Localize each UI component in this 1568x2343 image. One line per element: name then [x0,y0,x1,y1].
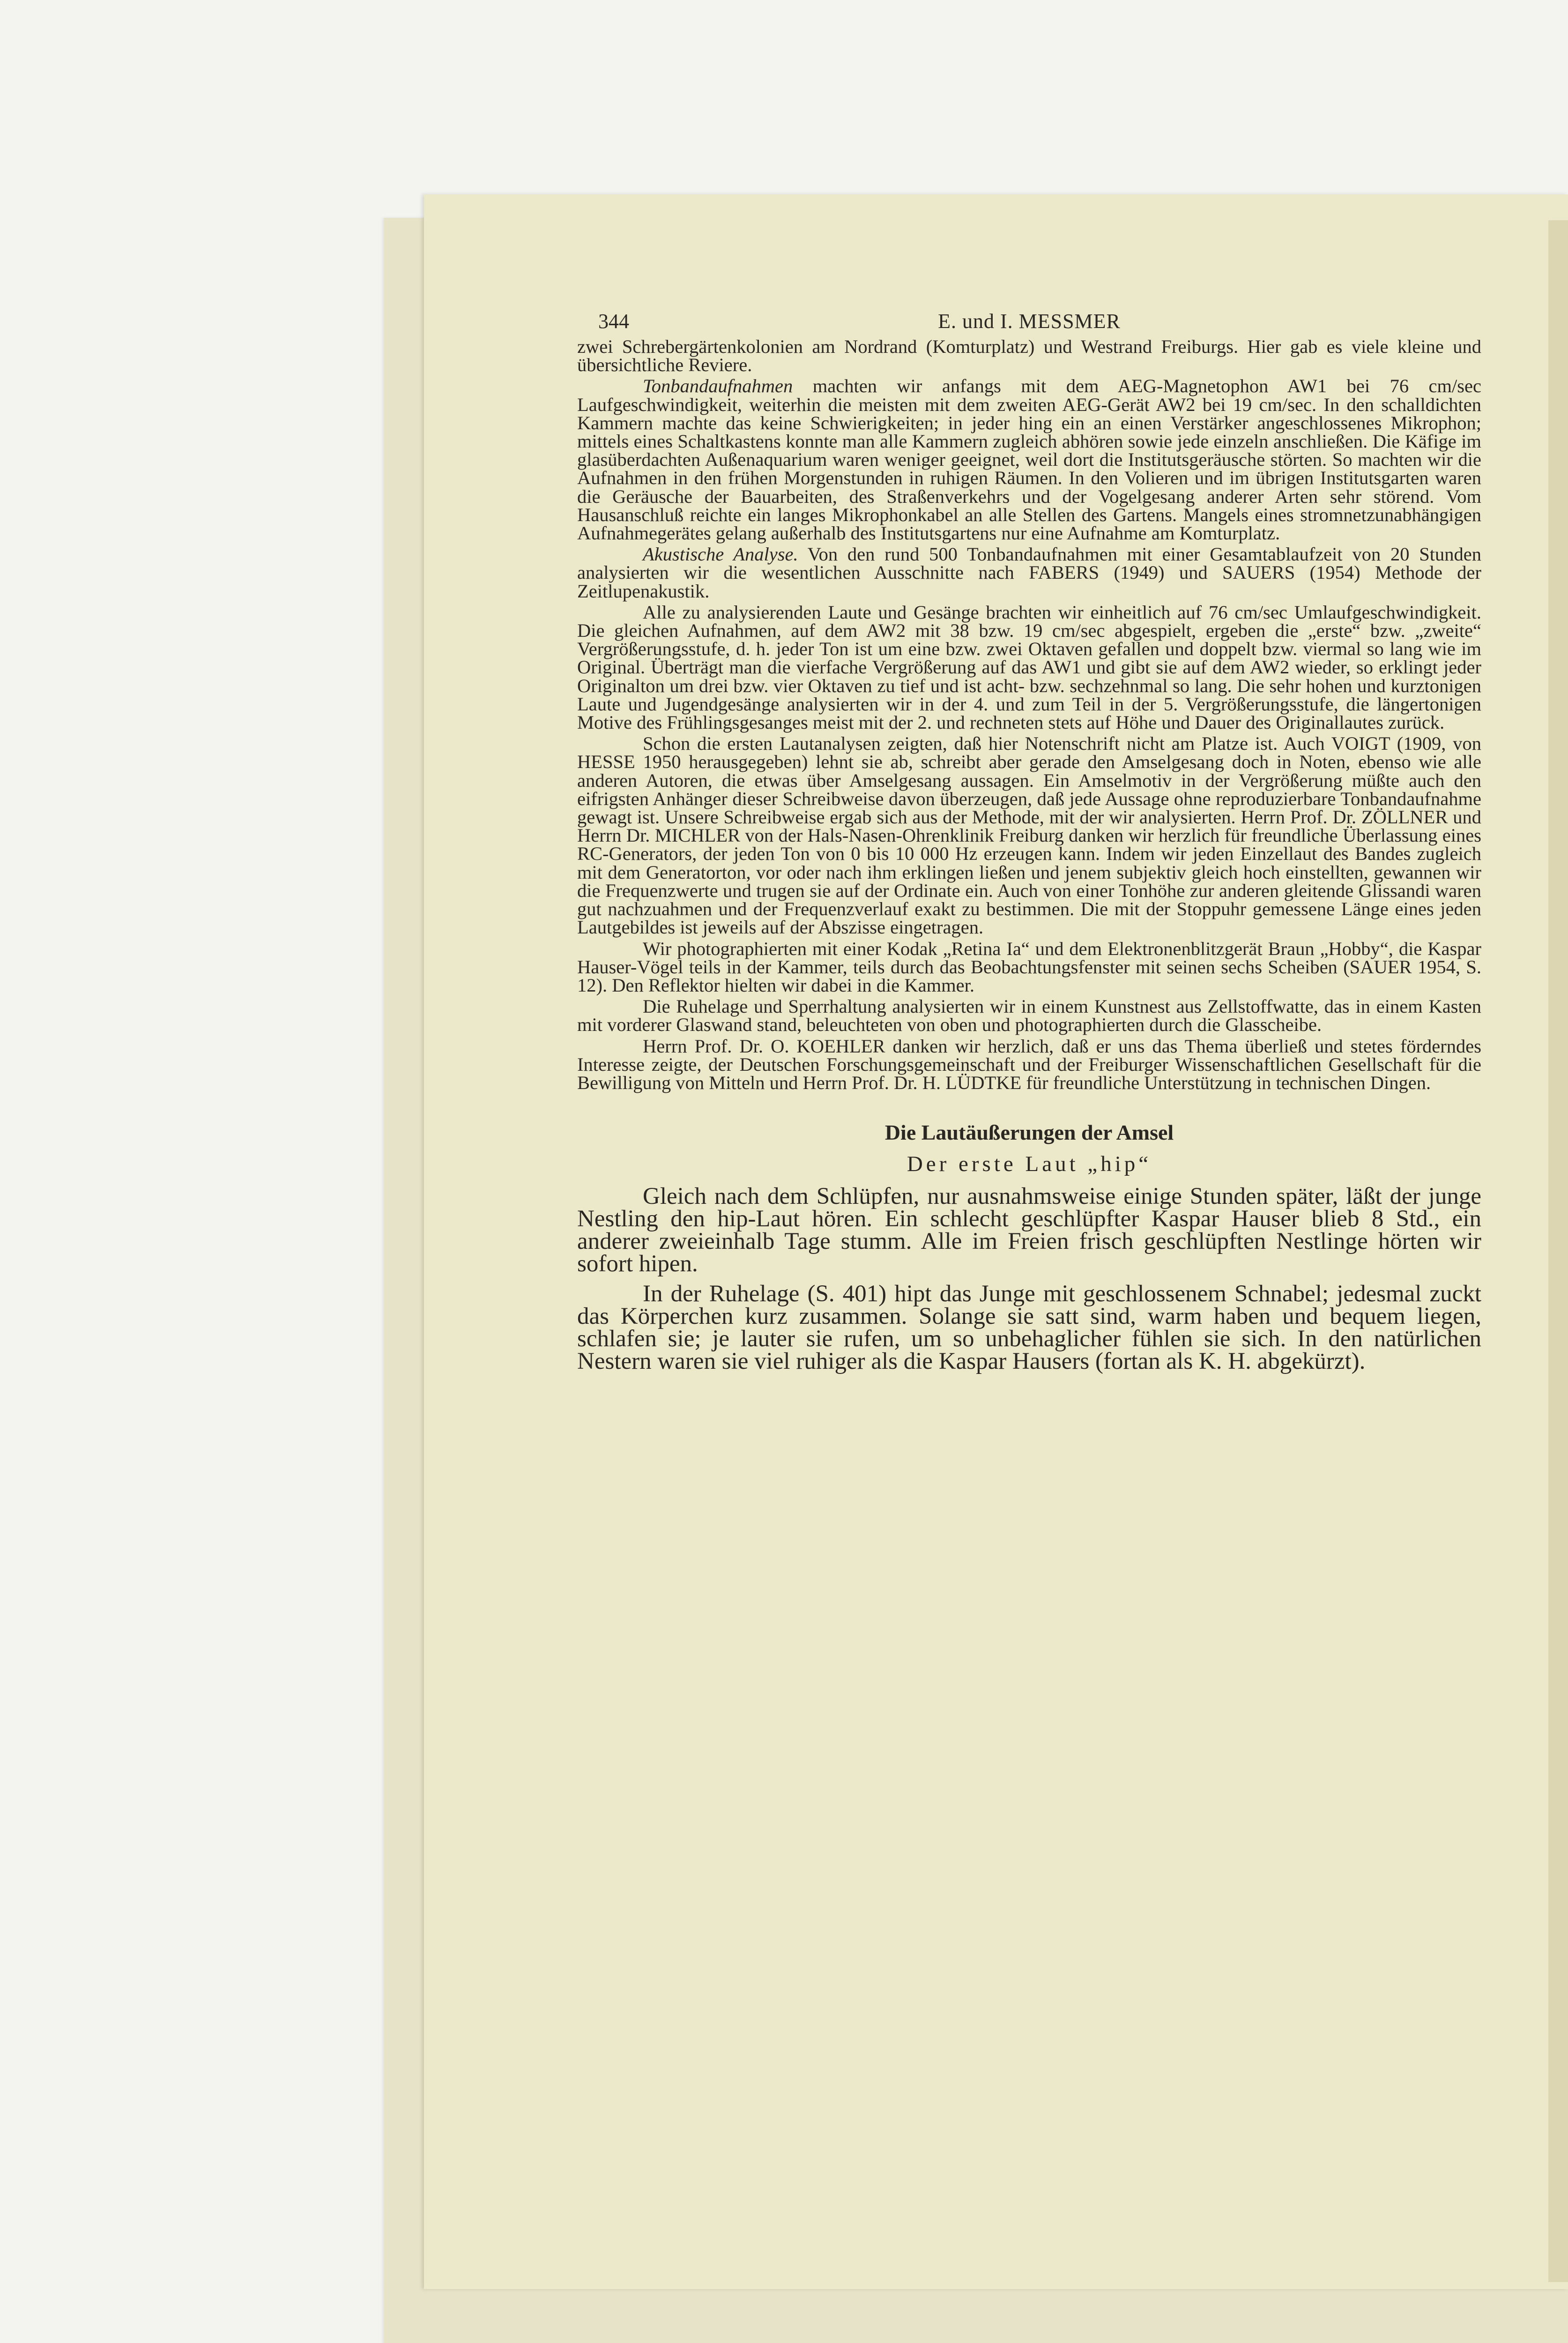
paragraph-text: machten wir anfangs mit dem AEG-Magnetophon AW1 bei 76 cm/sec Laufgeschwindigkeit, weiterhin die meisten mit dem zweiten AEG-Gerät AW2 bei 19 cm/sec. In den schalldichten Kammern machte das keine Schwierigkeiten; in jeder hing ein an einen Verstärker angeschlossenes Mikrophon; mittels eines Schaltkastens konnte man alle Kammern zugleich abhören sowie jede einzeln anschließen. Die Käfige im glasüberdachten Außenaquarium waren weniger geeignet, weil dort die Institutsgeräusche störten. So machten wir die Aufnahmen in den frühen Morgenstunden in ruhigen Räumen. In den Volieren und im übrigen Institutsgarten waren die Geräusche der Bauarbeiten, des Straßenverkehrs und der Vogelgesang anderer Arten sehr störend. Vom Hausanschluß reichte ein langes Mikrophonkabel an alle Stellen des Gartens. Mangels eines stromnetzunabhängigen Aufnahmegerätes gelang außerhalb des Institutsgartens nur eine Aufnahme am Komturplatz. [577,375,1481,544]
paragraph: Gleich nach dem Schlüpfen, nur ausnahmsweise einige Stunden später, läßt der junge Nestling den hip-Laut hören. Ein schlecht geschlüpfter Kaspar Hauser blieb 8 Std., ein anderer zweieinhalb Tage stumm. Alle im Freien frisch geschlüpften Nestlinge hörten wir sofort hipen. [577,1183,1481,1277]
section-heading: Die Lautäußerungen der Amsel [884,1120,1174,1145]
paragraph [577,545,1481,600]
paragraph: Die Ruhelage und Sperrhaltung analysierten wir in einem Kunstnest aus Zellstoffwatte, das in einem Kasten mit vorderer Glaswand stand, beleuchteten von oben und photographierten durch die Glasscheibe. [577,996,1481,1036]
paragraph [577,377,1481,542]
paragraph: In der Ruhelage (S. 401) hipt das Junge mit geschlossenem Schnabel; jedesmal zuckt das Körperchen kurz zusammen. Solange sie satt sind, warm haben und bequem liegen, schlafen sie; je lauter sie rufen, um so unbehaglicher fühlen sie sich. In den natürlichen Nestern waren sie viel ruhiger als die Kaspar Hausers (fortan als K. H. abgekürzt). [577,1281,1481,1375]
page-number: 344 [598,310,629,333]
section-text [577,1185,1481,1373]
paragraph: zwei Schrebergärtenkolonien am Nordrand (Komturplatz) und Westrand Freiburgs. Hier gab es viele kleine und übersichtliche Reviere. [577,336,1481,376]
page-content [577,309,1481,1373]
paragraph-lead: Akustische Analyse. [643,544,798,565]
paragraph: Alle zu analysierenden Laute und Gesänge brachten wir einheitlich auf 76 cm/sec Umlaufgeschwindigkeit. Die gleichen Aufnahmen, auf dem AW2 mit 38 bzw. 19 cm/sec abgespielt, ergeben die „erste“ bzw. „zweite“ Vergrößerungsstufe, d. h. jeder Ton ist um eine bzw. zwei Oktaven gefallen und doppelt bzw. viermal so lang wie im Original. Überträgt man die vierfache Vergrößerung auf das AW1 und gibt sie auf dem AW2 wieder, so erklingt jeder Originalton um drei bzw. vier Oktaven zu tief und ist acht- bzw. sechzehnmal so lang. Die sehr hohen und kurztonigen Laute und Jugendgesänge analysierten wir in der 4. und zum Teil in der 5. Vergrößerungsstufe, die längertonigen Motive des Frühlingsgesanges meist mit der 2. und rechneten stets auf Höhe und Dauer des Originallautes zurück. [577,601,1481,733]
page-header [577,309,1481,337]
paragraph: Herrn Prof. Dr. O. KOEHLER danken wir herzlich, daß er uns das Thema überließ und stetes förderndes Interesse zeigte, der Deutschen Forschungsgemeinschaft und der Freiburger Wissenschaftlichen Gesellschaft für die Bewilligung von Mitteln und Herrn Prof. Dr. H. LÜDTKE für freundliche Unterstützung in technischen Dingen. [577,1035,1481,1093]
paragraph: Wir photographierten mit einer Kodak „Retina Ia“ und dem Elektronenblitzgerät Braun „Hobby“, die Kaspar Hauser-Vögel teils in der Kammer, teils durch das Beobachtungsfenster mit seinen sechs Scheiben (SAUER 1954, S. 12). Den Reflektor hielten wir dabei in die Kammer. [577,938,1481,996]
paragraph-text: Von den rund 500 Tonbandaufnahmen mit einer Gesamtablaufzeit von 20 Stunden analysierten wir die wesentlichen Ausschnitte nach FABERS (1949) und SAUERS (1954) Methode der Zeitlupenakustik. [577,544,1481,602]
next-page-edge [1548,220,1568,2282]
methods-text [577,337,1481,1092]
running-head: E. und I. MESSMER [938,310,1121,333]
paragraph: Schon die ersten Lautanalysen zeigten, daß hier Notenschrift nicht am Platze ist. Auch VOIGT (1909, von HESSE 1950 herausgegeben) lehnt sie ab, schreibt aber gerade den Amselgesang doch in Noten, ebenso wie alle anderen Autoren, die etwas über Amselgesang aussagen. Ein Amselmotiv in der Vergrößerung müßte auch den eifrigsten Anhänger dieser Schreibweise davon überzeugen, daß jede Aussage ohne reproduzierbare Tonbandaufnahme gewagt ist. Unsere Schreibweise ergab sich aus der Methode, mit der wir analysierten. Herrn Prof. Dr. ZÖLLNER und Herrn Dr. MICHLER von der Hals-Nasen-Ohrenklinik Freiburg danken wir herzlich für freundliche Überlassung eines RC-Generators, der jeden Ton von 0 bis 10 000 Hz erzeugen kann. Indem wir jeden Einzellaut des Bandes zugleich mit dem Generatorton, vor oder nach ihm erklingen ließen und jenem subjektiv gleich hoch einstellten, gewannen wir die Frequenzwerte und trugen sie auf der Ordinate ein. Auch von einer Tonhöhe zur anderen gleitende Glissandi waren gut nachzuahmen und der Frequenzverlauf exakt zu bestimmen. Die mit der Stoppuhr gemessene Länge eines jeden Lautgebildes ist jeweils auf der Abszisse eingetragen. [577,733,1481,938]
paragraph-lead: Tonbandaufnahmen [643,375,793,397]
section-subheading: Der erste Laut „hip“ [907,1152,1152,1177]
